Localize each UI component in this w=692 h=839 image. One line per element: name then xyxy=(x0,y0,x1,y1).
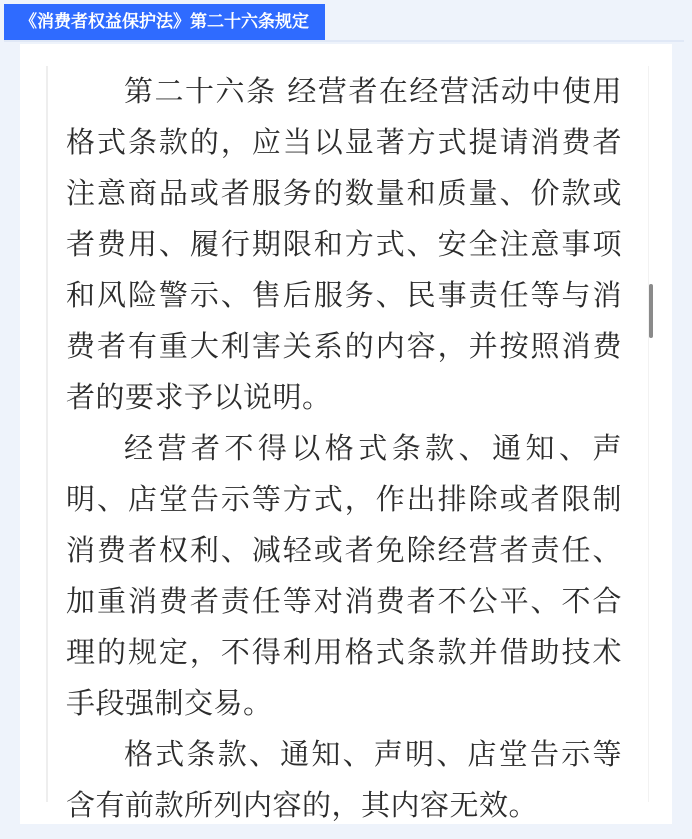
section-title-tag xyxy=(4,4,325,40)
content-card xyxy=(20,44,672,824)
scrollbar-thumb[interactable] xyxy=(649,284,653,338)
paragraph-3: 格式条款、通知、声明、店堂告示等含有前款所列内容的，其内容无效。 xyxy=(66,737,622,822)
section-title: 《消费者权益保护法》第二十六条规定 xyxy=(20,12,309,32)
document-panel[interactable] xyxy=(46,66,649,822)
paragraph-1: 第二十六条 经营者在经营活动中使用格式条款的，应当以显著方式提请消费者注意商品或者服务的数量和质量、价款或者费用、履行期限和方式、安全注意事项和风险警示、售后服务、民事责任等与消费者有重大利害关系的内容，并按照消费者的要求予以说明。 xyxy=(66,74,622,414)
article-text xyxy=(66,66,622,831)
paragraph-2: 经营者不得以格式条款、通知、声明、店堂告示等方式，作出排除或者限制消费者权利、减轻或者免除经营者责任、加重消费者责任等对消费者不公平、不合理的规定，不得利用格式条款并借助技术手段强制交易。 xyxy=(66,431,622,720)
title-divider xyxy=(4,40,684,42)
